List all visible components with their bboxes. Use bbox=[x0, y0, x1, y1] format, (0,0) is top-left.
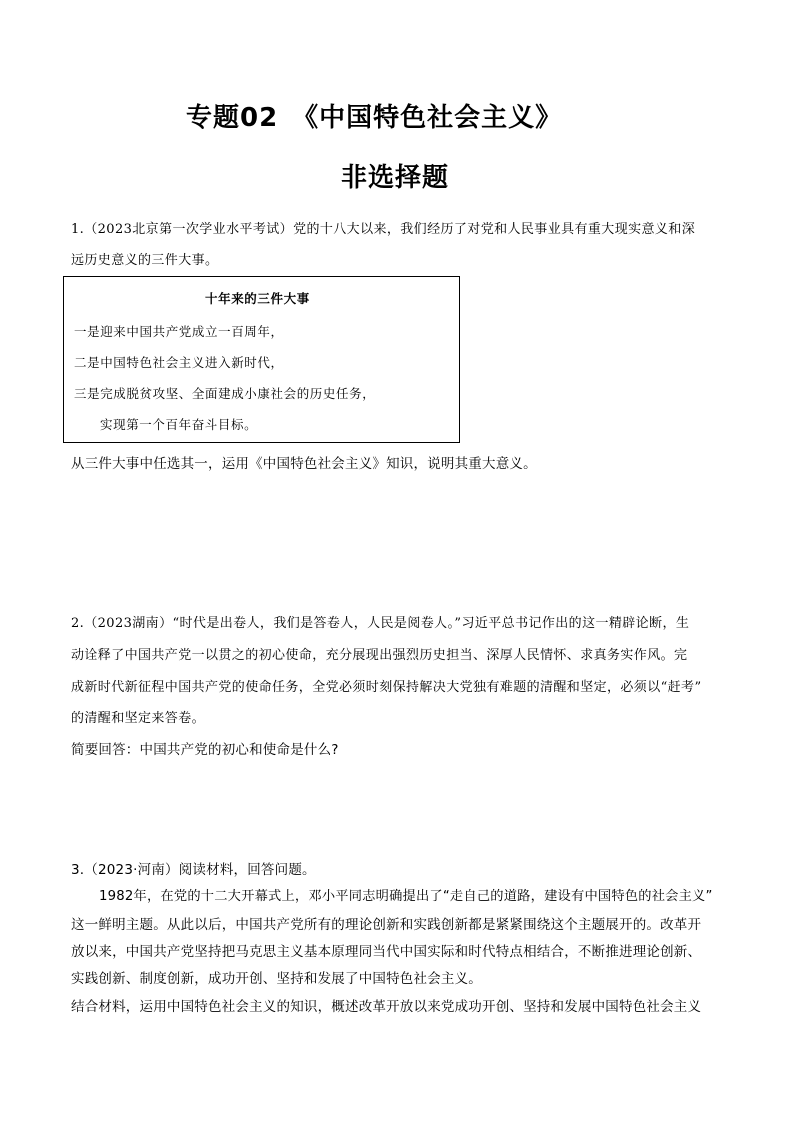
q1-box-item: 实现第一个百年奋斗目标。 bbox=[100, 417, 258, 432]
page-subtitle: 非选择题 bbox=[341, 163, 450, 193]
q2-stem-line-1: 2.（2023湖南）“时代是出卷人，我们是答卷人，人民是阅卷人。”习近平总书记作出的这一精辟论断，生 bbox=[71, 616, 690, 631]
q3-task: 结合材料，运用中国特色社会主义的知识，概述改革开放以来党成功开创、坚持和发展中国特色社会主义 bbox=[71, 999, 702, 1015]
q2-stem-line-2: 动诠释了中国共产党一以贯之的初心使命，充分展现出强烈历史担当、深厚人民情怀、求真务实作风。完 bbox=[71, 648, 688, 663]
q1-stem-line-2: 远历史意义的三件大事。 bbox=[71, 253, 219, 268]
page-title: 专题02 《中国特色社会主义》 bbox=[186, 103, 563, 133]
q1-stem-line-1: 1.（2023北京第一次学业水平考试）党的十八大以来，我们经历了对党和人民事业具有重大现实意义和深 bbox=[71, 222, 696, 237]
q1-box-item: 三是完成脱贫攻坚、全面建成小康社会的历史任务， bbox=[74, 386, 376, 401]
q3-material-line-1: 1982年，在党的十二大开幕式上，邓小平同志明确提出了“走自己的道路，建设有中国特色的社会主义” bbox=[99, 889, 713, 904]
q2-stem-line-4: 的清醒和坚定来答卷。 bbox=[71, 711, 206, 726]
q3-material-line-3: 放以来，中国共产党坚持把马克思主义基本原理同当代中国实际和时代特点相结合，不断推进理论创新、 bbox=[71, 944, 702, 960]
q2-task: 简要回答：中国共产党的初心和使命是什么? bbox=[71, 742, 339, 758]
q1-task: 从三件大事中任选其一，运用《中国特色社会主义》知识，说明其重大意义。 bbox=[71, 456, 537, 472]
q1-box-item: 一是迎来中国共产党成立一百周年， bbox=[74, 324, 284, 339]
q1-box-item: 二是中国特色社会主义进入新时代， bbox=[74, 355, 284, 370]
q2-stem-line-3: 成新时代新征程中国共产党的使命任务，全党必须时刻保持解决大党独有难题的清醒和坚定，必须以“赶考” bbox=[71, 680, 702, 695]
q3-header: 3.（2023·河南）阅读材料，回答问题。 bbox=[71, 862, 316, 878]
q3-material-line-4: 实践创新、制度创新，成功开创、坚持和发展了中国特色社会主义。 bbox=[71, 971, 482, 987]
q1-material-box bbox=[63, 276, 460, 443]
q3-material-line-2: 这一鲜明主题。从此以后，中国共产党所有的理论创新和实践创新都是紧紧围绕这个主题展开的。改革开 bbox=[71, 917, 702, 933]
q1-box-title: 十年来的三件大事 bbox=[205, 291, 310, 306]
